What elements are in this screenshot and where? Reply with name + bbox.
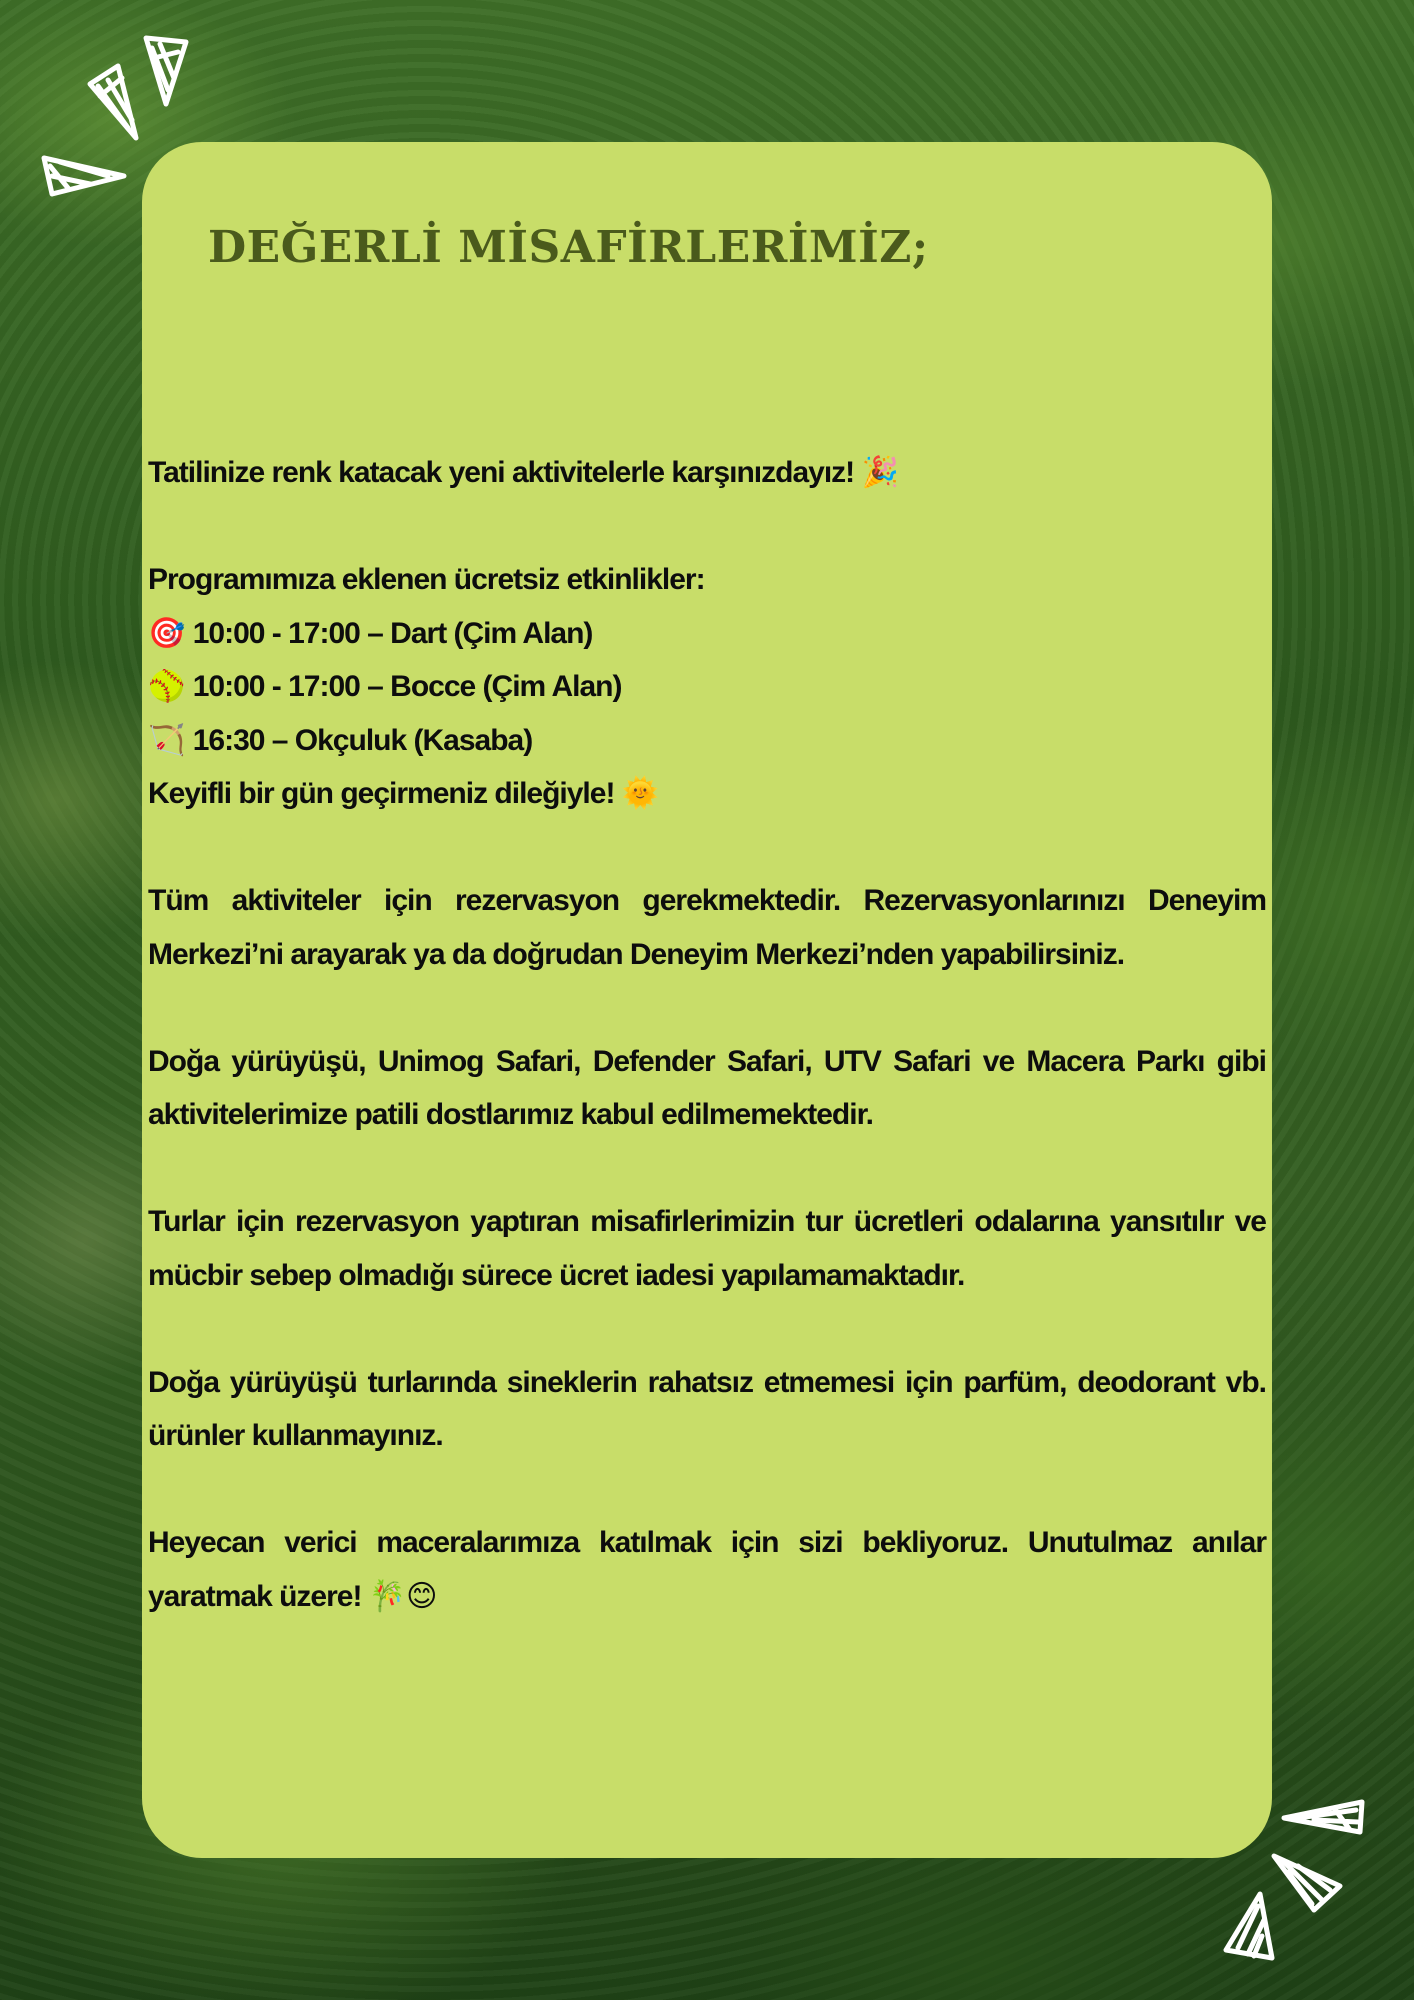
program-item-text: 10:00 - 17:00 – Bocce (Çim Alan) — [192, 670, 622, 703]
doodle-triangle-icon — [1274, 1856, 1340, 1910]
doodle-triangle-icon — [44, 158, 124, 194]
list-item — [148, 607, 1266, 661]
doodle-triangle-icon — [146, 38, 186, 104]
party-popper-icon: 🎉 — [861, 455, 899, 490]
outro-text: Heyecan verici maceralarımıza katılmak için sizi bekliyoruz. Unutulmaz anılar yaratmak üzere! — [148, 1526, 1266, 1613]
closing-line — [148, 767, 1266, 821]
announcement-body — [148, 446, 1266, 1623]
doodle-triangle-icon — [1284, 1802, 1362, 1832]
bow-and-arrow-icon: 🏹 — [148, 722, 186, 758]
bamboo-smile-icon: 🎋😊 — [368, 1578, 438, 1614]
closing-text: Keyifli bir gün geçirmeniz dileğiyle! — [148, 777, 615, 810]
doodle-triangle-icon — [90, 66, 136, 138]
notice-reservation: Tüm aktiviteler için rezervasyon gerekmektedir. Rezervasyonlarınızı Deneyim Merkezi’ni arayarak ya da doğrudan Deneyim Merkezi’nden yapabilirsiniz. — [148, 884, 1266, 971]
ball-icon: 🥎 — [148, 669, 186, 704]
notice-pets: Doğa yürüyüşü, Unimog Safari, Defender Safari, UTV Safari ve Macera Parkı gibi aktivitelerimize patili dostlarımız kabul edilmemektedir. — [148, 1044, 1266, 1131]
list-item — [148, 660, 1266, 714]
sun-face-icon: 🌞 — [621, 776, 660, 811]
dart-target-icon: 🎯 — [148, 615, 186, 651]
intro-text: Tatilinize renk katacak yeni aktivitelerle karşınızdayız! — [148, 456, 855, 489]
program-item-text: 10:00 - 17:00 – Dart (Çim Alan) — [192, 616, 593, 650]
program-title: Programımıza eklenen ücretsiz etkinlikler: — [148, 563, 705, 596]
program-item-text: 16:30 – Okçuluk (Kasaba) — [192, 723, 533, 757]
notice-fees: Turlar için rezervasyon yaptıran misafirlerimizin tur ücretleri odalarına yansıtılır ve mücbir sebep olmadığı sürece ücret iadesi yapılamamaktadır. — [148, 1205, 1266, 1292]
notice-perfume: Doğa yürüyüşü turlarında sineklerin rahatsız etmemesi için parfüm, deodorant vb. ürünler kullanmayınız. — [148, 1365, 1266, 1452]
outro-line — [148, 1516, 1266, 1623]
doodle-triangle-icon — [1226, 1894, 1272, 1958]
intro-line — [148, 446, 1266, 500]
list-item — [148, 714, 1266, 768]
heading-text: DEĞERLİ MİSAFİRLERİMİZ; — [208, 222, 929, 273]
